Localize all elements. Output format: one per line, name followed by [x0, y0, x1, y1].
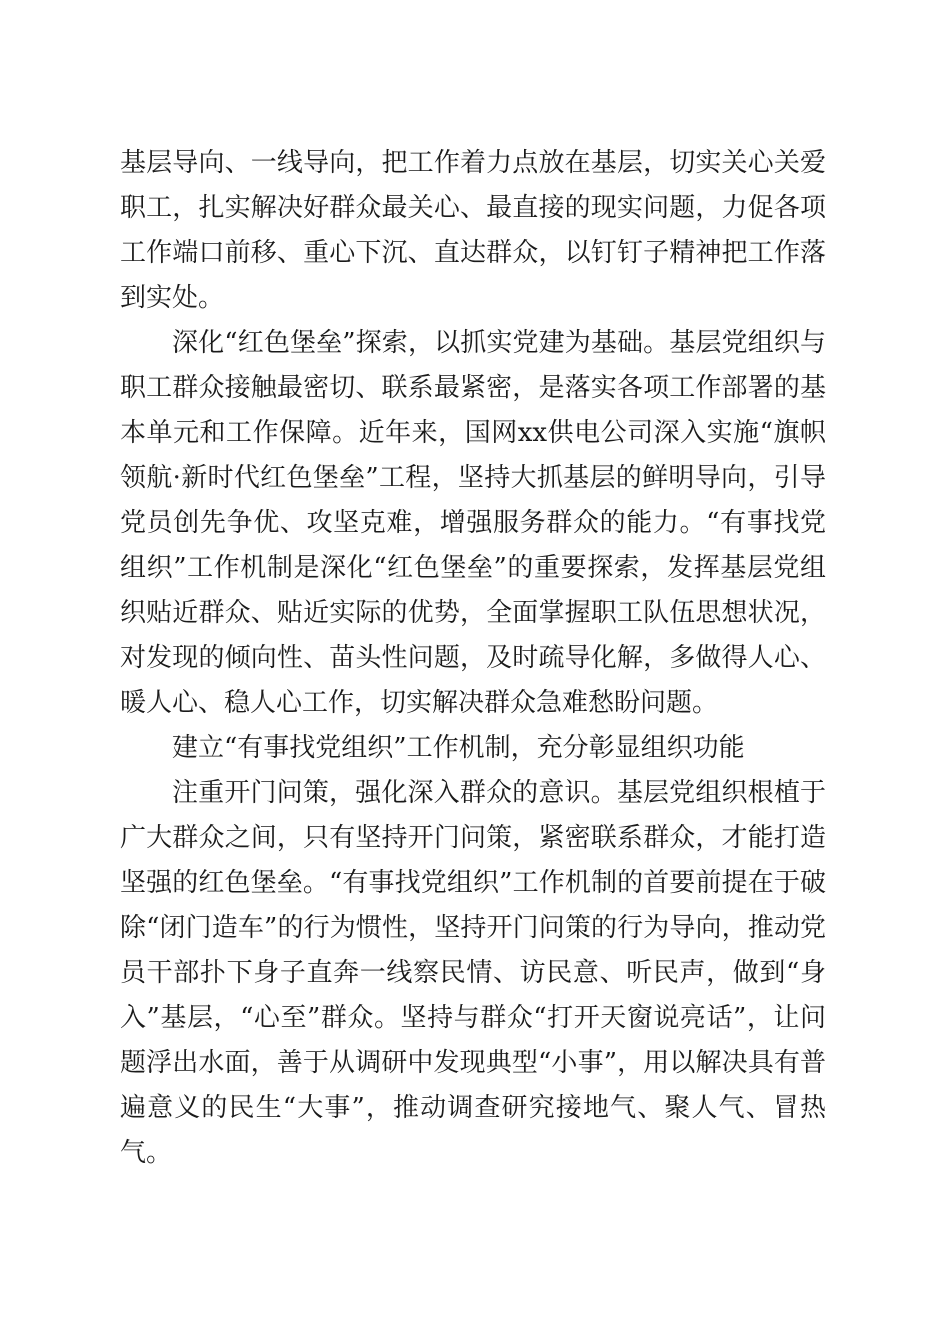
paragraph-red-fortress: 深化“红色堡垒”探索，以抓实党建为基础。基层党组织与职工群众接触最密切、联系最紧密，是落实各项工作部署的基本单元和工作保障。近年来，国网xx供电公司深入实施“旗帜领航·新时代红色堡垒”工程，坚持大抓基层的鲜明导向，引导党员创先争优、攻坚克难，增强服务群众的能力。“有事找党组织”工作机制是深化“红色堡垒”的重要探索，发挥基层党组织贴近群众、贴近实际的优势，全面掌握职工队伍思想状况，对发现的倾向性、苗头性问题，及时疏导化解，多做得人心、暖人心、稳人心工作，切实解决群众急难愁盼问题。	[120, 328, 826, 718]
document-body	[120, 141, 826, 1176]
paragraph-open-door: 注重开门问策，强化深入群众的意识。基层党组织根植于广大群众之间，只有坚持开门问策，紧密联系群众，才能打造坚强的红色堡垒。“有事找党组织”工作机制的首要前提在于破除“闭门造车”的行为惯性，坚持开门问策的行为导向，推动党员干部扑下身子直奔一线察民情、访民意、听民声，做到“身入”基层，“心至”群众。坚持与群众“打开天窗说亮话”，让问题浮出水面，善于从调研中发现典型“小事”，用以解决具有普遍意义的民生“大事”，推动调查研究接地气、聚人气、冒热气。	[120, 778, 826, 1168]
paragraph-continuation: 基层导向、一线导向，把工作着力点放在基层，切实关心关爱职工，扎实解决好群众最关心、最直接的现实问题，力促各项工作端口前移、重心下沉、直达群众，以钉钉子精神把工作落到实处。	[120, 148, 826, 313]
section-heading: 建立“有事找党组织”工作机制，充分彰显组织功能	[172, 733, 745, 763]
